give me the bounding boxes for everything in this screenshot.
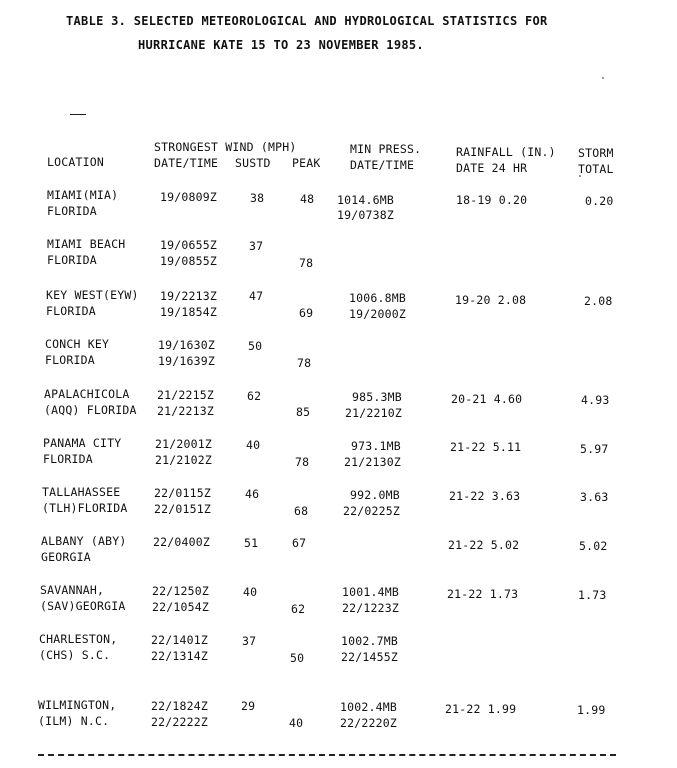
row-wind-date-time: 22/1824Z	[151, 699, 208, 713]
row-location-sub: (CHS) S.C.	[39, 648, 111, 662]
row-min-pressure: 1006.8MB	[349, 291, 406, 305]
row-min-pressure: 992.0MB	[350, 488, 400, 502]
row-wind-date-time: 21/2001Z	[155, 437, 212, 451]
header-rain-date-24hr: DATE 24 HR	[456, 161, 528, 175]
row-location: TALLAHASSEE	[42, 485, 121, 499]
row-wind-date-time-2: 22/0151Z	[154, 502, 211, 516]
row-location-sub: FLORIDA	[46, 304, 96, 318]
row-rainfall: 18-19 0.20	[456, 193, 528, 207]
row-storm-total: 4.93	[581, 393, 610, 407]
row-pressure-time: 22/1455Z	[341, 650, 398, 664]
row-sustained-wind: 40	[243, 585, 258, 599]
row-wind-date-time: 22/0115Z	[154, 486, 211, 500]
row-pressure-time: 22/0225Z	[343, 504, 400, 518]
row-peak-wind: 50	[290, 651, 305, 665]
row-wind-date-time-2: 19/1639Z	[158, 354, 215, 368]
row-sustained-wind: 37	[242, 634, 257, 648]
row-location: CONCH KEY	[45, 337, 110, 351]
header-min-press: MIN PRESS.	[350, 142, 422, 156]
short-rule	[70, 114, 86, 115]
row-sustained-wind: 40	[246, 438, 261, 452]
row-min-pressure: 1001.4MB	[342, 585, 399, 599]
row-peak-wind: 78	[299, 256, 314, 270]
bottom-dashed-rule	[38, 754, 616, 756]
row-sustained-wind: 47	[249, 289, 264, 303]
row-location: CHARLESTON,	[39, 632, 118, 646]
row-wind-date-time-2: 19/0855Z	[160, 254, 217, 268]
row-pressure-time: 22/1223Z	[342, 601, 399, 615]
row-location: KEY WEST(EYW)	[46, 288, 139, 302]
scan-speck	[602, 77, 604, 79]
row-peak-wind: 85	[296, 405, 311, 419]
row-rainfall: 21-22 5.11	[450, 440, 522, 454]
row-peak-wind: 48	[300, 192, 315, 206]
header-total: TOTAL	[578, 162, 614, 176]
row-min-pressure: 1002.4MB	[340, 700, 397, 714]
row-location: APALACHICOLA	[44, 387, 130, 401]
row-min-pressure: 1014.6MB	[337, 193, 394, 207]
row-location: MIAMI(MIA)	[47, 188, 119, 202]
header-peak: PEAK	[292, 156, 321, 170]
row-min-pressure: 1002.7MB	[341, 634, 398, 648]
row-peak-wind: 62	[291, 602, 306, 616]
row-rainfall: 21-22 1.99	[445, 702, 517, 716]
row-location: PANAMA CITY	[43, 436, 122, 450]
row-rainfall: 21-22 1.73	[447, 587, 519, 601]
row-rainfall: 19-20 2.08	[455, 293, 527, 307]
row-wind-date-time: 19/1630Z	[158, 338, 215, 352]
row-sustained-wind: 29	[241, 699, 256, 713]
row-sustained-wind: 46	[245, 487, 260, 501]
row-wind-date-time-2: 21/2213Z	[157, 404, 214, 418]
row-wind-date-time: 19/0655Z	[160, 238, 217, 252]
header-strongest-wind: STRONGEST WIND (MPH)	[154, 140, 297, 154]
row-pressure-time: 21/2130Z	[344, 455, 401, 469]
row-min-pressure: 985.3MB	[352, 390, 402, 404]
table-title-line-1: TABLE 3. SELECTED METEOROLOGICAL AND HYDROLOGICAL STATISTICS FOR	[66, 14, 548, 28]
row-rainfall: 21-22 5.02	[448, 538, 520, 552]
header-location: LOCATION	[47, 155, 104, 169]
row-peak-wind: 67	[292, 536, 307, 550]
row-peak-wind: 78	[297, 356, 312, 370]
row-storm-total: 1.99	[577, 703, 606, 717]
row-wind-date-time: 19/2213Z	[160, 289, 217, 303]
row-pressure-time: 21/2210Z	[345, 406, 402, 420]
row-location: SAVANNAH,	[40, 583, 105, 597]
row-wind-date-time: 21/2215Z	[157, 388, 214, 402]
row-storm-total: 5.97	[580, 442, 609, 456]
row-location: MIAMI BEACH	[47, 237, 126, 251]
row-wind-date-time-2: 22/2222Z	[151, 715, 208, 729]
row-sustained-wind: 38	[250, 191, 265, 205]
row-sustained-wind: 51	[244, 536, 259, 550]
row-sustained-wind: 62	[247, 389, 262, 403]
row-wind-date-time: 22/1401Z	[151, 633, 208, 647]
row-location: WILMINGTON,	[38, 698, 117, 712]
table-title-line-2: HURRICANE KATE 15 TO 23 NOVEMBER 1985.	[138, 38, 424, 52]
row-peak-wind: 40	[289, 716, 304, 730]
row-min-pressure: 973.1MB	[351, 439, 401, 453]
row-location-sub: FLORIDA	[43, 452, 93, 466]
row-pressure-time: 22/2220Z	[340, 716, 397, 730]
row-wind-date-time-2: 19/1854Z	[160, 305, 217, 319]
header-date-time: DATE/TIME	[154, 156, 219, 170]
row-sustained-wind: 50	[248, 339, 263, 353]
header-sustd: SUSTD	[235, 156, 271, 170]
row-wind-date-time-2: 22/1314Z	[151, 649, 208, 663]
row-location-sub: FLORIDA	[45, 353, 95, 367]
row-pressure-time: 19/0738Z	[337, 208, 394, 222]
row-peak-wind: 69	[299, 306, 314, 320]
row-wind-date-time-2: 21/2102Z	[155, 453, 212, 467]
row-wind-date-time: 22/1250Z	[152, 584, 209, 598]
row-location-sub: (TLH)FLORIDA	[42, 501, 128, 515]
row-storm-total: 2.08	[584, 294, 613, 308]
row-storm-total: 0.20	[585, 194, 614, 208]
row-wind-date-time-2: 22/1054Z	[152, 600, 209, 614]
row-rainfall: 20-21 4.60	[451, 392, 523, 406]
header-press-date-time: DATE/TIME	[350, 158, 415, 172]
row-sustained-wind: 37	[249, 239, 264, 253]
row-location-sub: FLORIDA	[47, 253, 97, 267]
row-location-sub: GEORGIA	[41, 550, 91, 564]
row-location-sub: (AQQ) FLORIDA	[44, 403, 137, 417]
row-location: ALBANY (ABY)	[41, 534, 127, 548]
row-location-sub: FLORIDA	[47, 204, 97, 218]
row-wind-date-time: 19/0809Z	[160, 190, 217, 204]
row-storm-total: 3.63	[580, 490, 609, 504]
row-pressure-time: 19/2000Z	[349, 307, 406, 321]
header-rainfall: RAINFALL (IN.)	[456, 145, 556, 159]
row-location-sub: (SAV)GEORGIA	[40, 599, 126, 613]
row-wind-date-time: 22/0400Z	[153, 535, 210, 549]
row-storm-total: 5.02	[579, 539, 608, 553]
row-location-sub: (ILM) N.C.	[38, 714, 110, 728]
row-storm-total: 1.73	[578, 588, 607, 602]
header-storm: STORM	[578, 146, 614, 160]
row-peak-wind: 68	[294, 504, 309, 518]
row-rainfall: 21-22 3.63	[449, 489, 521, 503]
row-peak-wind: 78	[295, 455, 310, 469]
